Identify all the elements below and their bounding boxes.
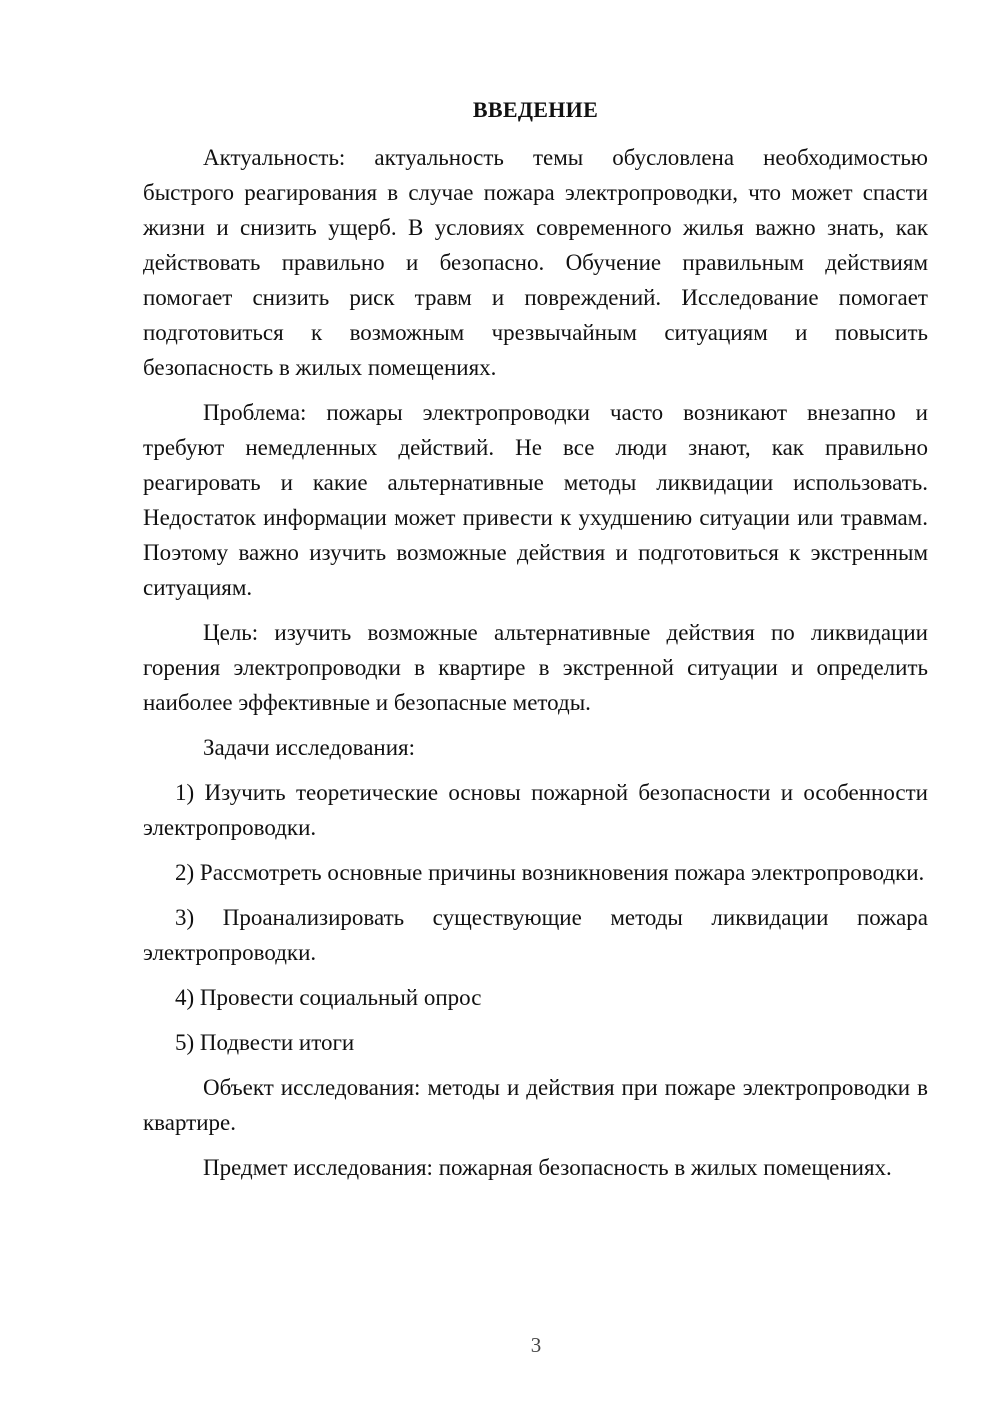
- problem-paragraph: Проблема: пожары электропроводки часто возникают внезапно и требуют немедленных действий. Не все люди знают, как правильно реагировать и какие альтернативные методы ликвидации использовать. Недостаток информации может привести к ухудшению ситуации или травмам. Поэтому важно изучить возможные действия и подготовиться к экстренным ситуациям.: [143, 400, 928, 600]
- tasks-heading: Задачи исследования:: [203, 735, 416, 760]
- page-content: [143, 95, 928, 1195]
- task-item: 2) Рассмотреть основные причины возникновения пожара электропроводки.: [175, 860, 925, 885]
- subject-paragraph: Предмет исследования: пожарная безопасность в жилых помещениях.: [203, 1155, 892, 1180]
- page-title: ВВЕДЕНИЕ: [472, 97, 599, 122]
- relevance-paragraph: Актуальность: актуальность темы обусловлена необходимостью быстрого реагирования в случае пожара электропроводки, что может спасти жизни и снизить ущерб. В условиях современного жилья важно знать, как действовать правильно и безопасно. Обучение правильным действиям помогает снизить риск травм и повреждений. Исследование помогает подготовиться к возможным чрезвычайным ситуациям и повысить безопасность в жилых помещениях.: [143, 145, 928, 380]
- object-paragraph: Объект исследования: методы и действия при пожаре электропроводки в квартире.: [143, 1075, 928, 1135]
- task-item: 4) Провести социальный опрос: [175, 985, 482, 1010]
- page-number: 3: [530, 1333, 542, 1357]
- goal-paragraph: Цель: изучить возможные альтернативные действия по ликвидации горения электропроводки в квартире в экстренной ситуации и определить наиболее эффективные и безопасные методы.: [143, 620, 928, 715]
- task-item: 3) Проанализировать существующие методы ликвидации пожара электропроводки.: [143, 905, 928, 965]
- task-item: 5) Подвести итоги: [175, 1030, 355, 1055]
- task-item: 1) Изучить теоретические основы пожарной безопасности и особенности электропроводки.: [143, 780, 928, 840]
